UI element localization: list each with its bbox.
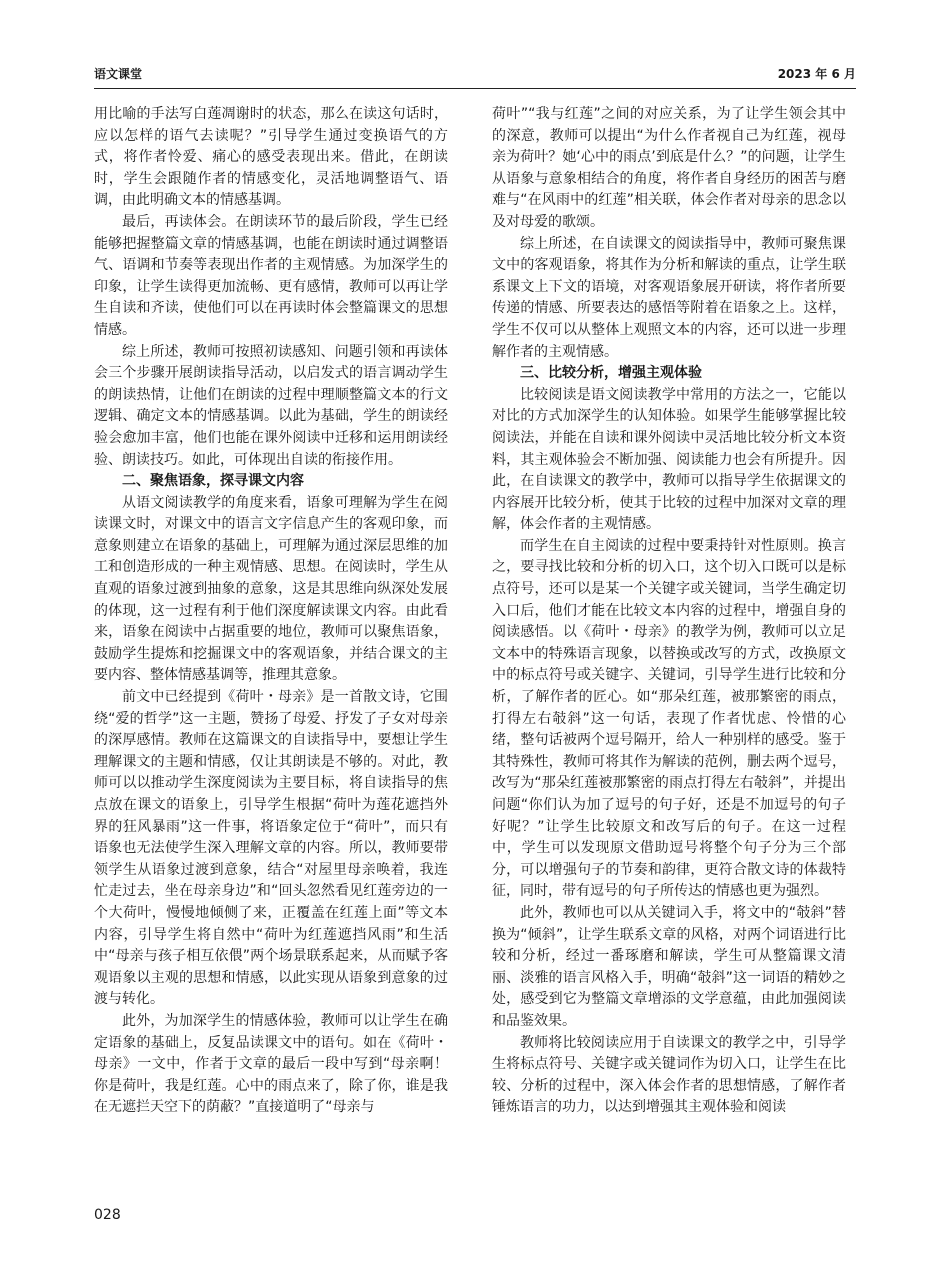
paragraph: 用比喻的手法写白莲凋谢时的状态，那么在读这句话时，应以怎样的语气去读呢？”引导学生通过变换语气的方式，将作者怜爱、痛心的感受表现出来。借此，在朗读时，学生会跟随作者的情感变化，灵活地调整语气、语调，由此明确文本的情感基调。 <box>94 106 448 209</box>
page-number: 028 <box>94 1207 121 1223</box>
paragraph: 最后，再读体会。在朗读环节的最后阶段，学生已经能够把握整篇文章的情感基调，也能在朗读时通过调整语气、语调和节奏等表现出作者的主观情感。为加深学生的印象，让学生读得更加流畅、更有感情，教师可以再让学生自读和齐读，使他们可以在再读时体会整篇课文的思想情感。 <box>94 213 448 338</box>
paragraph: 综上所述，教师可按照初读感知、问题引领和再读体会三个步骤开展朗读指导活动，以启发式的语言调动学生的朗读热情，让他们在朗读的过程中理顺整篇文本的行文逻辑、确定文本的情感基调。以此为基础，学生的朗读经验会愈加丰富，他们也能在课外阅读中迁移和运用朗读经验、朗读技巧。如此，可体现出自读的衔接作用。 <box>94 343 448 468</box>
paragraph: 比较阅读是语文阅读教学中常用的方法之一，它能以对比的方式加深学生的认知体验。如果学生能够掌握比较阅读法，并能在自读和课外阅读中灵活地比较分析文本资料，其主观体验会不断加强、阅读能力也会有所提升。因此，在自读课文的教学中，教师可以指导学生依据课文的内容展开比较分析，使其于比较的过程中加深对文章的理解，体会作者的主观情感。 <box>492 386 846 533</box>
paragraph: 前文中已经提到《荷叶・母亲》是一首散文诗，它围绕“爱的哲学”这一主题，赞扬了母爱、抒发了子女对母亲的深厚感情。教师在这篇课文的自读指导中，要想让学生理解课文的主题和情感，仅让其朗读是不够的。对此，教师可以以推动学生深度阅读为主要目标，将自读指导的焦点放在课文的语象上，引导学生根据“荷叶为莲花遮挡外界的狂风暴雨”这一件事，将语象定位于“荷叶”，而只有语象也无法使学生深入理解文章的内容。所以，教师要带领学生从语象过渡到意象，结合“对屋里母亲唤着，我连忙走过去，坐在母亲身边”和“回头忽然看见红莲旁边的一个大荷叶，慢慢地倾侧了来，正覆盖在红莲上面”等文本内容，引导学生将自然中“荷叶为红莲遮挡风雨”和生活中“母亲与孩子相互依偎”两个场景联系起来，从而赋予客观语象以主观的思想和情感，以此实现从语象到意象的过渡与转化。 <box>94 689 448 1008</box>
section-heading-2: 二、聚焦语象，探寻课文内容 <box>122 473 304 490</box>
paragraph: 此外，教师也可以从关键词入手，将文中的“攲斜”替换为“倾斜”，让学生联系文章的风格，对两个词语进行比较和分析，经过一番琢磨和解读，学生可从整篇课文清丽、淡雅的语言风格入手，明确“攲斜”这一词语的精妙之处，感受到它为整篇文章增添的文学意蕴，由此加强阅读和品鉴效果。 <box>492 904 846 1029</box>
header-rule <box>94 88 856 89</box>
section-heading-3: 三、比较分析，增强主观体验 <box>520 365 702 382</box>
left-column <box>94 104 448 1214</box>
issue-date: 2023 年 6 月 <box>777 67 856 81</box>
running-header <box>94 68 856 80</box>
paragraph: 此外，为加深学生的情感体验，教师可以让学生在确定语象的基础上，反复品读课文中的语句。如在《荷叶・母亲》一文中，作者于文章的最后一段中写到“母亲啊！你是荷叶，我是红莲。心中的雨点来了，除了你，谁是我在无遮拦天空下的荫蔽？”直接道明了“母亲与 <box>94 1012 448 1116</box>
paragraph: 而学生在自主阅读的过程中要秉持针对性原则。换言之，要寻找比较和分析的切入口，这个切入口既可以是标点符号，还可以是某一个关键字或关键词，当学生确定切入口后，他们才能在比较文本内容的过程中，增强自身的阅读感悟。以《荷叶・母亲》的教学为例，教师可以立足文本中的特殊语言现象，以替换或改写的方式，改换原文中的标点符号或关键字、关键词，引导学生进行比较和分析，了解作者的匠心。如“那朵红莲，被那繁密的雨点，打得左右攲斜”这一句话，表现了作者忧虑、怜惜的心绪，整句话被两个逗号隔开，给人一种别样的感受。鉴于其特殊性，教师可将其作为解读的范例，删去两个逗号，改写为“那朵红莲被那繁密的雨点打得左右攲斜”，并提出问题“你们认为加了逗号的句子好，还是不加逗号的句子好呢？”让学生比较原文和改写后的句子。在这一过程中，学生可以发现原文借助逗号将整个句子分为三个部分，可以增强句子的节奏和韵律，更符合散文诗的体裁特征，同时，带有逗号的句子所传达的情感也更为强烈。 <box>492 537 846 900</box>
paragraph: 综上所述，在自读课文的阅读指导中，教师可聚焦课文中的客观语象，将其作为分析和解读的重点，让学生联系课文上下文的语境，对客观语象展开研读，将作者所要传递的情感、所要表达的感悟等附着在语象之上。这样，学生不仅可以从整体上观照文本的内容，还可以进一步理解作者的主观情感。 <box>492 235 846 360</box>
paragraph: 荷叶”“我与红莲”之间的对应关系，为了让学生领会其中的深意，教师可以提出“为什么作者视自己为红莲，视母亲为荷叶？她‘心中的雨点’到底是什么？”的问题，让学生从语象与意象相结合的角度，将作者自身经历的困苦与磨难与“在风雨中的红莲”相关联，体会作者对母亲的思念以及对母爱的歌颂。 <box>492 106 846 230</box>
journal-name: 语文课堂 <box>94 67 143 81</box>
right-column <box>492 104 846 1214</box>
paragraph: 教师将比较阅读应用于自读课文的教学之中，引导学生将标点符号、关键字或关键词作为切入口，让学生在比较、分析的过程中，深入体会作者的思想情感，了解作者锤炼语言的功力，以达到增强其主观体验和阅读 <box>492 1034 846 1116</box>
paragraph: 从语文阅读教学的角度来看，语象可理解为学生在阅读课文时，对课文中的语言文字信息产生的客观印象，而意象则建立在语象的基础上，可理解为通过深层思维的加工和创造形成的一种主观情感、思想。在阅读时，学生从直观的语象过渡到抽象的意象，这是其思维向纵深处发展的体现，这一过程有利于他们深度解读课文内容。由此看来，语象在阅读中占据重要的地位，教师可以聚焦语象，鼓励学生提炼和挖掘课文中的客观语象，并结合课文的主要内容、整体情感基调等，推理其意象。 <box>94 494 448 684</box>
